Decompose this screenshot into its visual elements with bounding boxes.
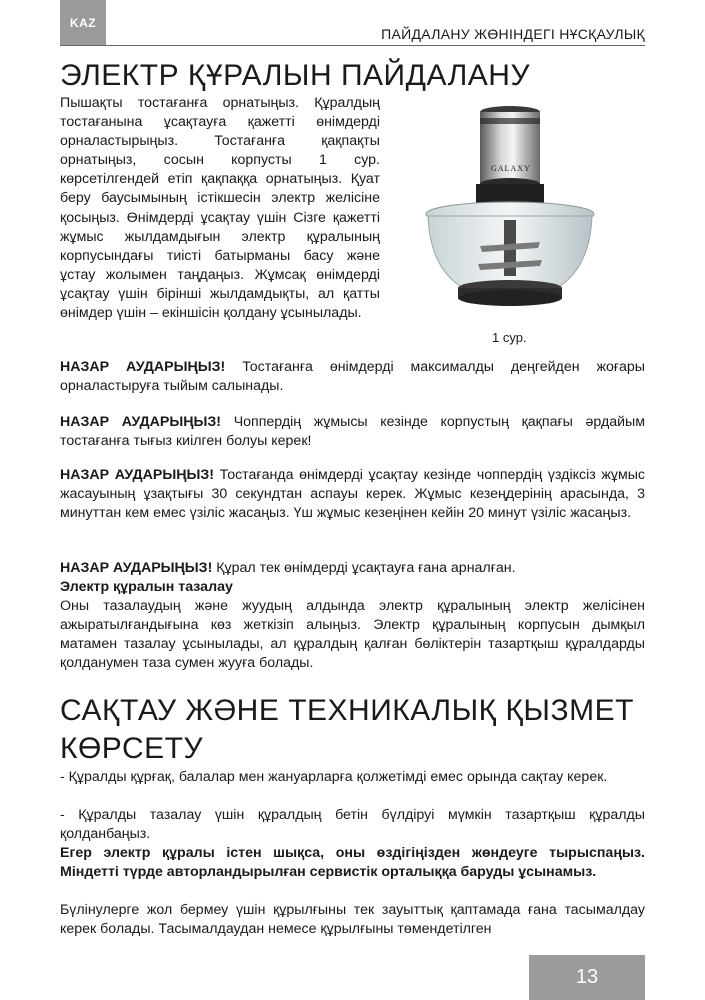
warning-label: НАЗАР АУДАРЫҢЫЗ! xyxy=(60,467,214,483)
section-title-storage xyxy=(60,692,634,768)
warning-2 xyxy=(60,413,645,451)
warning-3 xyxy=(60,466,645,523)
storage-item-1: - Құралды құрғақ, балалар мен жануарларға қолжетімді емес орында сақтау керек. xyxy=(60,769,608,785)
figure-caption: 1 сур. xyxy=(492,330,527,345)
cleaning-subtitle: Электр құралын тазалау xyxy=(60,579,233,595)
warning-text: Чоппердің жұмысы кезінде корпустың қақпағы әрдайым тостағанға тығыз киілген болуы керек! xyxy=(60,414,645,450)
figure-brand-label: GALAXY xyxy=(491,164,531,173)
service-warning: Егер электр құралы істен шықса, оны өздігіңізден жөндеуге тырыспаңыз. Міндетті түрде авторландырылған сервистік орталыққа баруды ұсынамыз. xyxy=(60,845,645,881)
section-title-storage-line1: САҚТАУ ЖӘНЕ ТЕХНИКАЛЫҚ ҚЫЗМЕТ xyxy=(60,694,634,727)
chopper-image xyxy=(420,96,600,316)
header-divider xyxy=(60,45,645,46)
header-title: ПАЙДАЛАНУ ЖӨНІНДЕГІ НҰСҚАУЛЫҚ xyxy=(381,26,645,42)
section-title-usage: ЭЛЕКТР ҚҰРАЛЫН ПАЙДАЛАНУ xyxy=(60,59,531,92)
transport-paragraph: Бүлінулерге жол бермеу үшін құрылғыны тек зауыттық қаптамада ғана тасымалдау керек болады. Тасымалдаудан немесе құрылғыны төмендетілген xyxy=(60,902,645,938)
warning-text: Тостағанда өнімдерді ұсақтау кезінде чоппердің үздіксіз жұмыс жасауының ұзақтығы 30 секундтан аспауы керек. Жұмыс кезеңдерінің арасында, 3 минуттан кем емес үзіліс жасаңыз. Үш жұмыс кезеңінен кейін 20 минут үзіліс жасаңыз. xyxy=(60,467,645,522)
warning-text: Құрал тек өнімдерді ұсақтауға ғана арналған. xyxy=(216,560,516,576)
section-title-storage-line2: КӨРСЕТУ xyxy=(60,732,204,765)
usage-intro-paragraph: Пышақты тостағанға орнатыңыз. Құралдың тостағанына ұсақтауға қажетті өнімдерді орналастырыңыз. Тостағанға қақпақты орнатыңыз, сосын корпусты 1 сур. көрсетілгендей етіп қақпаққа орнатыңыз. Қуат беру баусымының істікшесін электр желісіне қосыңыз. Өнімдерді ұсақтау үшін Сізге қажетті жұмыс жылдамдығын электр құралының корпусындағы тиісті батырманы басу және ұстау жолымен таңдаңыз. Жұмсақ өнімдерді ұсақтау үшін бірінші жылдамдықты, ал қатты өнімдер үшін – екіншісін қолдану ұсынылады. xyxy=(60,95,380,322)
warning-label: НАЗАР АУДАРЫҢЫЗ! xyxy=(60,414,222,430)
cleaning-paragraph: Оны тазалаудың және жуудың алдында электр құралының электр желісінен ажыратылғандығына көз жеткізіп алыңыз. Электр құралының корпусын дымқыл матамен тазалау ұсынылады, ал құралдың қалған бөліктерін тазартқыш құралдарды қолданумен таза сумен жууға болады. xyxy=(60,598,645,672)
warning-4 xyxy=(60,559,645,578)
storage-item-2: - Құралды тазалау үшін құралдың бетін бүлдіруі мүмкін тазартқыш құралды қолданбаңыз. xyxy=(60,807,645,843)
warning-label: НАЗАР АУДАРЫҢЫЗ! xyxy=(60,560,213,576)
warning-text: Тостағанға өнімдерді максималды деңгейден жоғары орналастыруға тыйым салынады. xyxy=(60,359,645,395)
chopper-figure xyxy=(420,96,600,316)
warning-label: НАЗАР АУДАРЫҢЫЗ! xyxy=(60,359,226,375)
language-tag: KAZ xyxy=(60,0,106,46)
page-number: 13 xyxy=(529,955,645,1000)
warning-1 xyxy=(60,358,645,396)
